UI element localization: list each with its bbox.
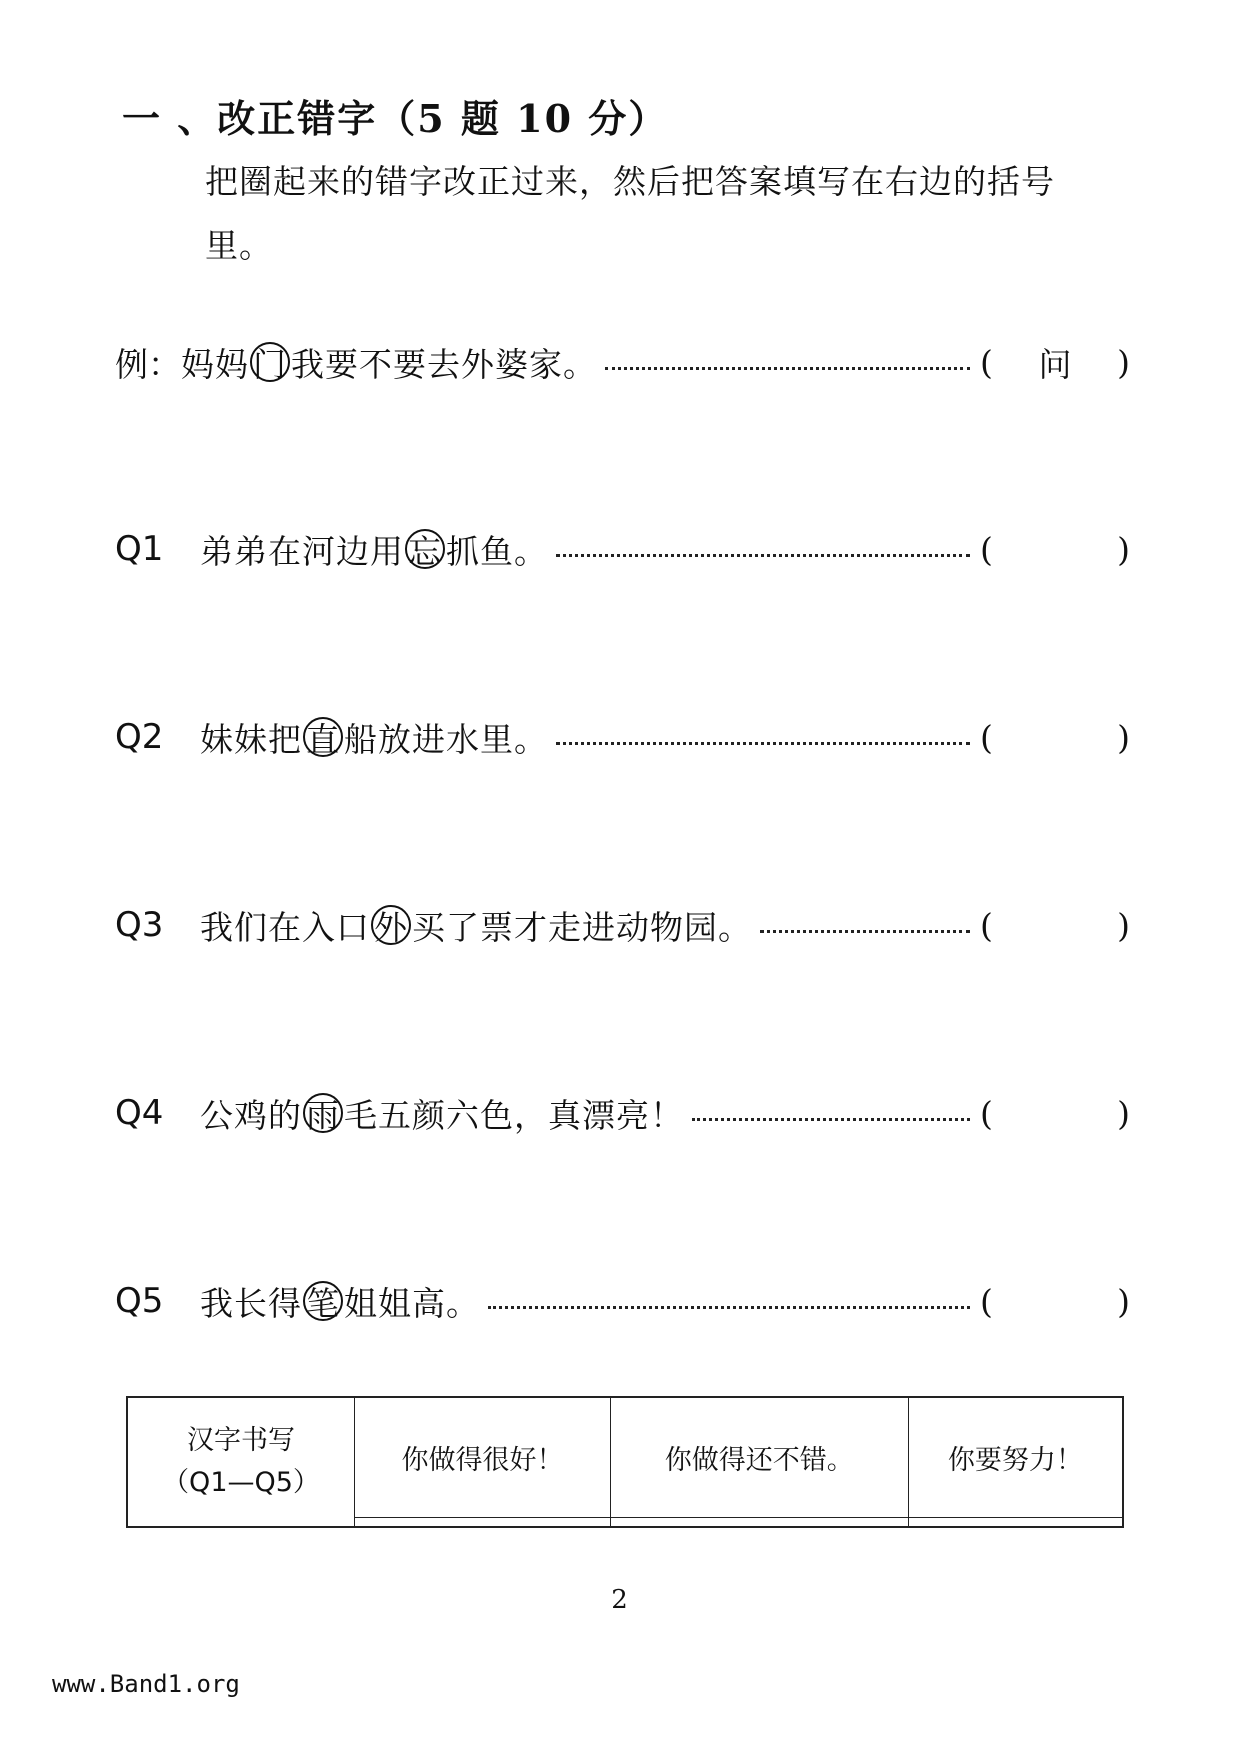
answer-bracket[interactable]: ( ): [980, 717, 1130, 757]
dotted-leader: [556, 742, 970, 745]
question-number: Q2: [115, 717, 164, 757]
circled-wrong-char: 笔: [303, 1281, 343, 1321]
instructions: 把圈起来的错字改正过来，然后把答案填写在右边的括号里。: [205, 162, 1055, 265]
rating-label-range: （Q1—Q5）: [162, 1467, 320, 1498]
rating-cell-ok[interactable]: [610, 1517, 908, 1527]
circled-wrong-char: 雨: [303, 1093, 343, 1133]
sentence-after: 毛五颜六色，真漂亮！: [344, 1095, 684, 1135]
sentence-after: 买了票才走进动物园。: [412, 907, 752, 947]
sentence-before: 公鸡的: [200, 1095, 302, 1135]
question-row-q3: [115, 897, 1130, 953]
question-row-q2: [115, 709, 1130, 765]
question-sentence: [200, 902, 752, 949]
answer-bracket[interactable]: ( ): [980, 905, 1130, 945]
sentence-before: 我们在入口: [200, 907, 370, 947]
question-row-q5: [115, 1273, 1130, 1329]
sentence-before: 妈妈: [181, 344, 249, 384]
question-sentence: [200, 714, 548, 761]
example-label: 例：: [115, 344, 181, 384]
example-row: [115, 334, 1130, 390]
circled-wrong-char: 忘: [405, 529, 445, 569]
section-title: 一 、改正错字（5 题 10 分）: [122, 96, 669, 141]
answer-bracket[interactable]: ( ): [980, 529, 1130, 569]
question-row-q4: [115, 1085, 1130, 1141]
circled-wrong-char: 直: [303, 717, 343, 757]
rating-cell-good[interactable]: [355, 1517, 611, 1527]
sentence-after: 船放进水里。: [344, 719, 548, 759]
page-number: 2: [611, 1585, 628, 1615]
question-number: Q5: [115, 1281, 164, 1321]
question-number: Q4: [115, 1093, 164, 1133]
answer-bracket[interactable]: ( ): [980, 1281, 1130, 1321]
sentence-before: 妹妹把: [200, 719, 302, 759]
answer-bracket[interactable]: ( 问 ): [980, 339, 1130, 386]
question-number: Q3: [115, 905, 164, 945]
sentence-after: 姐姐高。: [344, 1283, 480, 1323]
rating-header-ok: 你做得还不错。: [610, 1397, 908, 1517]
rating-cell-try[interactable]: [908, 1517, 1123, 1527]
rating-label-title: 汉字书写: [187, 1425, 295, 1456]
sentence-after: 抓鱼。: [446, 531, 548, 571]
watermark: www.Band1.org: [52, 1670, 240, 1698]
question-sentence: [200, 526, 548, 573]
rating-header-good: 你做得很好！: [355, 1397, 611, 1517]
dotted-leader: [692, 1118, 970, 1121]
sentence-before: 我长得: [200, 1283, 302, 1323]
rating-header-try: 你要努力！: [908, 1397, 1123, 1517]
question-sentence: [200, 1090, 684, 1137]
dotted-leader: [556, 554, 970, 557]
answer-value: 问: [1038, 344, 1072, 384]
sentence-before: 弟弟在河边用: [200, 531, 404, 571]
dotted-leader: [605, 367, 970, 370]
dotted-leader: [488, 1306, 970, 1309]
question-sentence: [200, 1278, 480, 1325]
question-number: Q1: [115, 529, 164, 569]
example-sentence: [181, 339, 597, 386]
dotted-leader: [760, 930, 970, 933]
rating-label: [127, 1397, 355, 1527]
sentence-after: 我要不要去外婆家。: [291, 344, 597, 384]
answer-bracket[interactable]: ( ): [980, 1093, 1130, 1133]
circled-wrong-char: 外: [371, 905, 411, 945]
rating-table: [126, 1396, 1124, 1528]
question-row-q1: [115, 521, 1130, 577]
circled-wrong-char: 门: [250, 342, 290, 382]
